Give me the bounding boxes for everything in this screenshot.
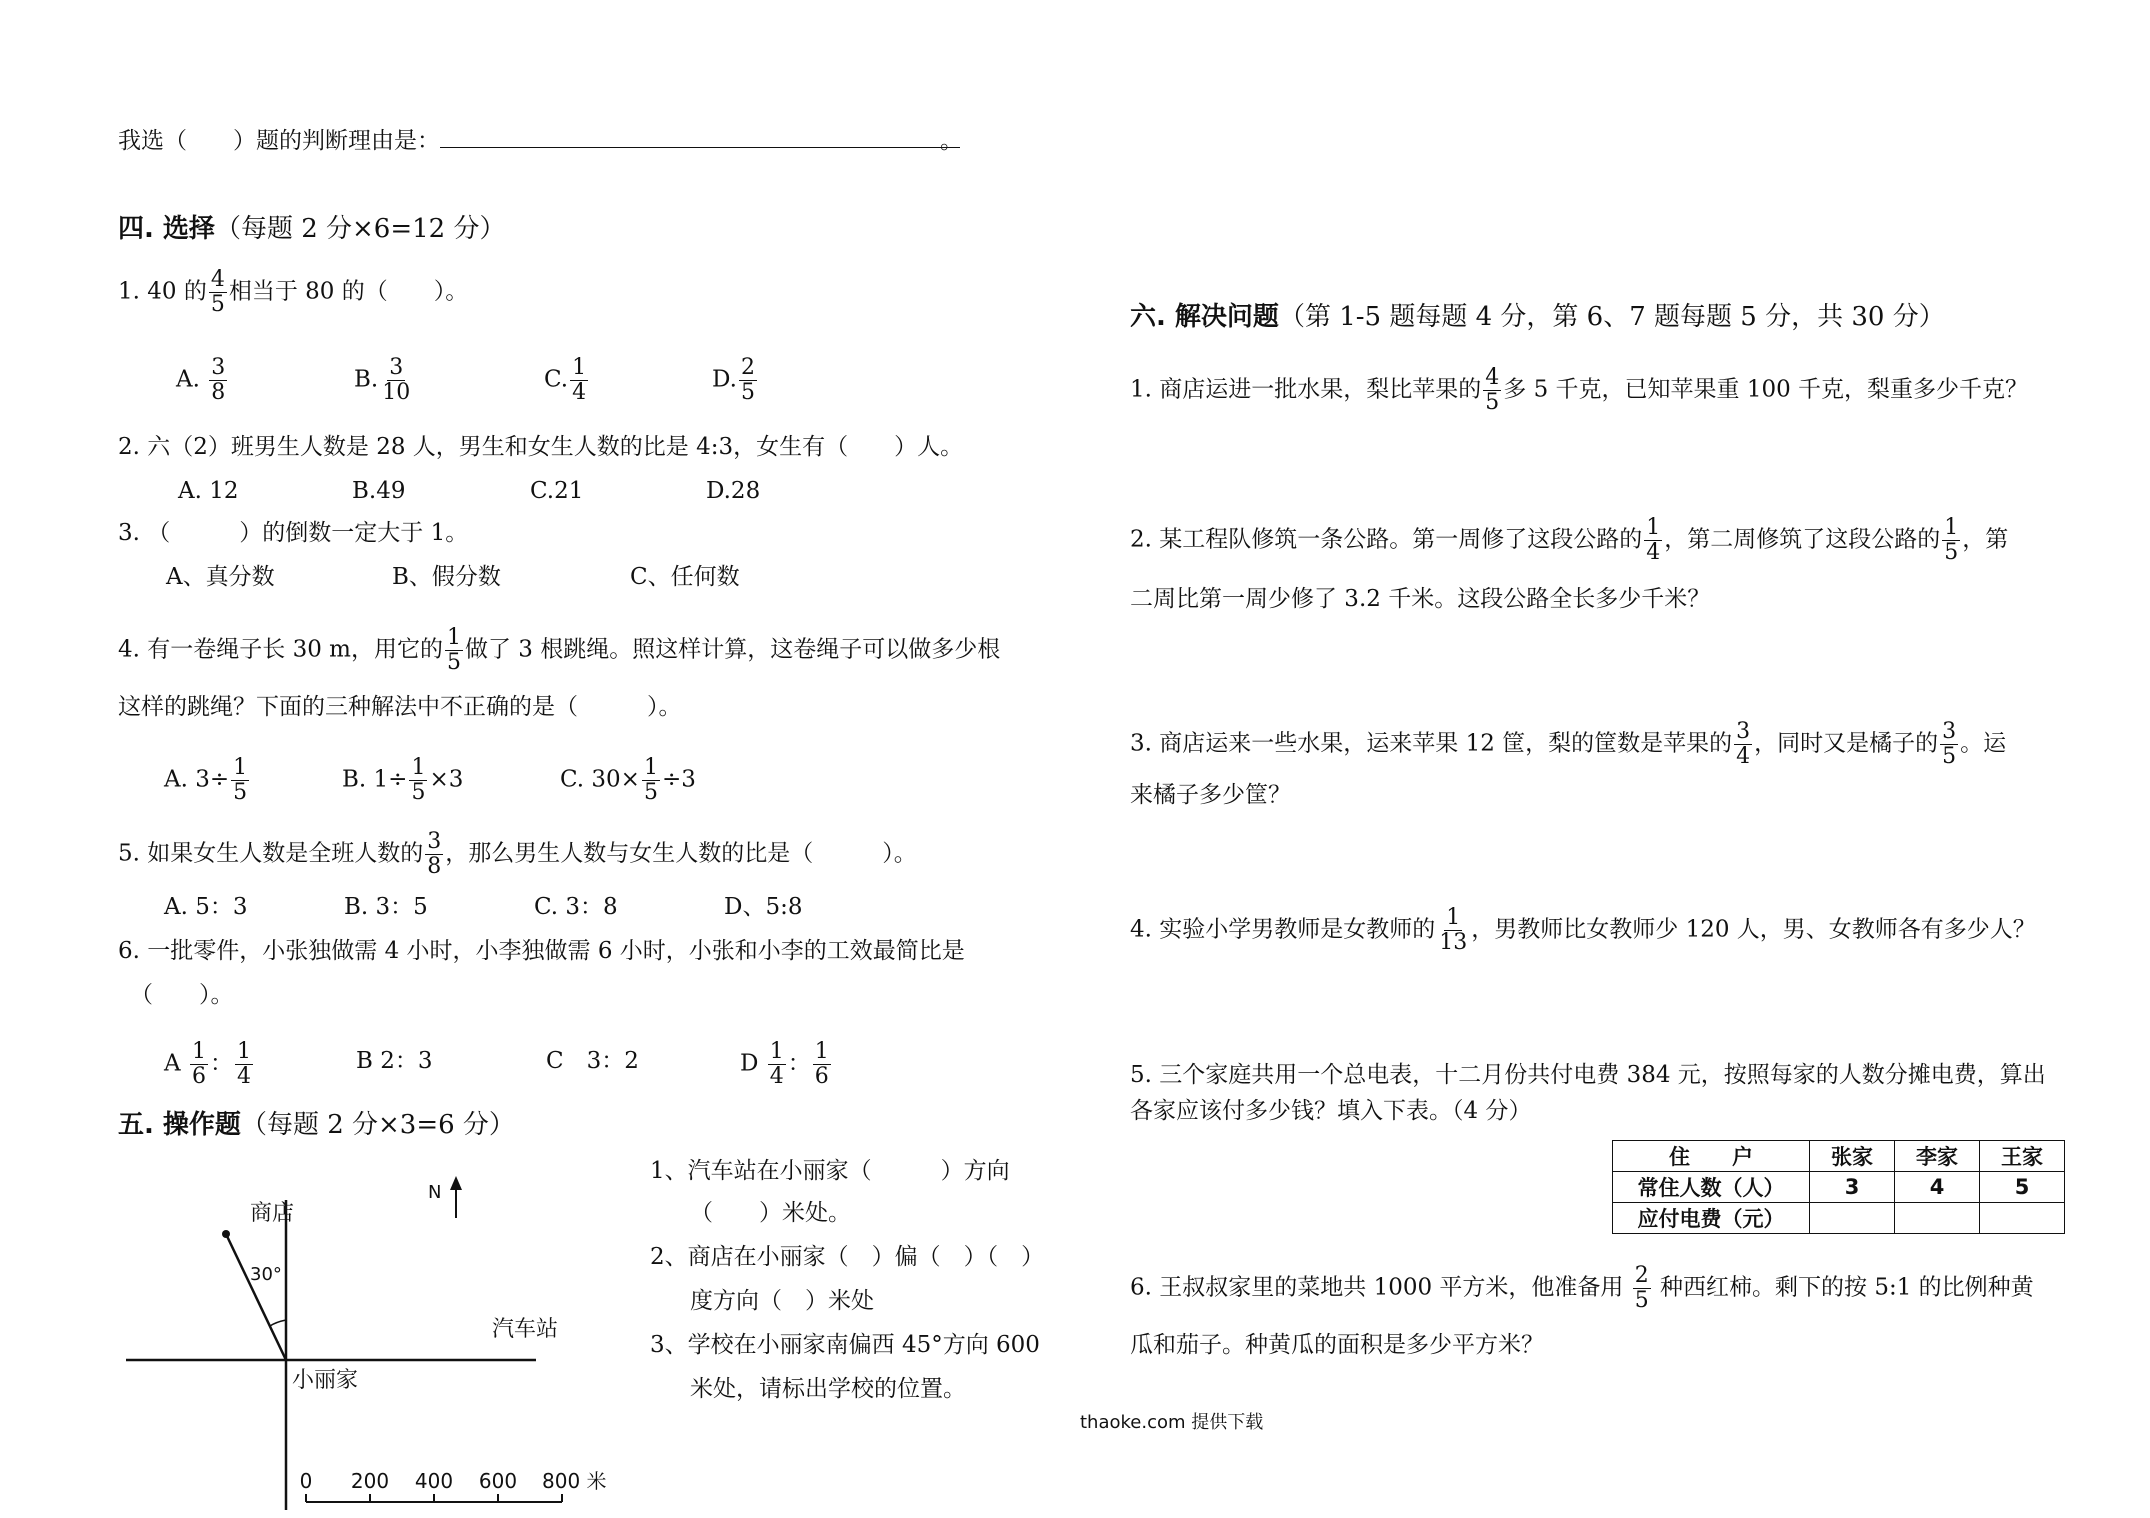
table-header-cell: 李家: [1895, 1141, 1980, 1172]
reason-end: 。: [940, 128, 963, 154]
problem-2: 2. 某工程队修筑一条公路。第一周修了这段公路的 $\frac{1}{4}$ ，第二周修筑了这段公路的 $\frac{1}{5}$ ，第: [1130, 515, 2009, 565]
section6-score: （第 1-5 题每题 4 分，第 6、7 题每题 5 分，共 30 分）: [1278, 302, 1945, 332]
q3-option-a[interactable]: A、真分数: [166, 564, 275, 590]
problem-4: 4. 实验小学男教师是女教师的 $\frac{1}{13}$ ，男教师比女教师少 120 人，男、女教师各有多少人？: [1130, 905, 2036, 955]
q6-stem: 6. 一批零件，小张独做需 4 小时，小李独做需 6 小时，小张和小李的工效最简比是: [118, 938, 965, 964]
op-item-3-line2: 米处，请标出学校的位置。: [690, 1376, 966, 1402]
section4-heading: [118, 212, 505, 246]
q5-stem: 5. 如果女生人数是全班人数的 $\frac{3}{8}$ ，那么男生人数与女生人数的比是（ ）。: [118, 829, 917, 879]
table-row-label: 应付电费（元）: [1613, 1203, 1810, 1234]
q6-option-c[interactable]: C 3：2: [546, 1048, 639, 1074]
home-label: 小丽家: [292, 1368, 359, 1393]
direction-map-diagram[interactable]: [110, 1170, 610, 1510]
q3-option-b[interactable]: B、假分数: [392, 564, 501, 590]
footer-source: thaoke.com 提供下载: [1080, 1412, 1264, 1433]
table-header-cell: 住 户: [1613, 1141, 1810, 1172]
q3-stem: 3. （ ）的倒数一定大于 1。: [118, 520, 469, 546]
table-row-label: 常住人数（人）: [1613, 1172, 1810, 1203]
problem-2-line2: 二周比第一周少修了 3.2 千米。这段公路全长多少千米？: [1130, 586, 1711, 612]
table-row: [1613, 1172, 2065, 1203]
section4-score: （每题 2 分×6=12 分）: [214, 214, 506, 244]
op-item-2-line1: 2、商店在小丽家（ ）偏（ ）（ ）: [650, 1244, 1045, 1270]
q5-option-d[interactable]: D、5:8: [724, 894, 803, 920]
q2-option-b[interactable]: B.49: [352, 478, 406, 504]
scale-tick-400: 400: [414, 1469, 454, 1493]
scale-tick-800: 800 米: [542, 1469, 607, 1493]
table-header-cell: 王家: [1980, 1141, 2065, 1172]
q2-option-c[interactable]: C.21: [530, 478, 584, 504]
scale-tick-600: 600: [478, 1469, 518, 1493]
scale-tick-0: 0: [299, 1469, 313, 1493]
table-row: [1613, 1203, 2065, 1234]
problem-5-line1: 5. 三个家庭共用一个总电表，十二月份共付电费 384 元，按照每家的人数分摊电费，算出: [1130, 1062, 2046, 1088]
reason-blank[interactable]: [440, 147, 960, 148]
shop-label: 商店: [250, 1201, 295, 1226]
section4-title: 四. 选择: [118, 214, 215, 244]
problem-1: 1. 商店运进一批水果，梨比苹果的 $\frac{4}{5}$ 多 5 千克，已知苹果重 100 千克，梨重多少千克？: [1130, 365, 2029, 415]
section5-heading: [118, 1108, 515, 1142]
q3-option-c[interactable]: C、任何数: [630, 564, 740, 590]
table-cell: 3: [1810, 1172, 1895, 1203]
q4-option-c[interactable]: C. 30× $\frac{1}{5}$ ÷3: [560, 755, 696, 805]
q4-option-a[interactable]: A. 3÷ $\frac{1}{5}$: [164, 755, 248, 805]
problem-6-line2: 瓜和茄子。种黄瓜的面积是多少平方米？: [1130, 1332, 1544, 1358]
angle-arc: [270, 1320, 286, 1326]
shop-direction-line: [226, 1234, 286, 1360]
problem-5-line2: 各家应该付多少钱？填入下表。（4 分）: [1130, 1098, 1532, 1124]
q1-option-b[interactable]: B. $\frac{3}{10}$: [354, 355, 411, 405]
reason-line: [118, 126, 963, 156]
table-cell: 4: [1895, 1172, 1980, 1203]
bus-station-label: 汽车站: [492, 1317, 559, 1342]
section6-heading: [1130, 300, 1945, 334]
north-label: N: [428, 1182, 442, 1203]
table-cell: 5: [1980, 1172, 2065, 1203]
q6-stem-line2: （ ）。: [130, 982, 234, 1008]
section5-score: （每题 2 分×3=6 分）: [240, 1110, 515, 1140]
problem-3-line2: 来橘子多少筐？: [1130, 782, 1291, 808]
electricity-table: [1612, 1140, 2065, 1234]
op-item-1-line2: （ ）米处。: [690, 1200, 851, 1226]
q6-option-b[interactable]: B 2：3: [356, 1048, 433, 1074]
north-arrowhead-icon: [450, 1176, 462, 1190]
q5-option-c[interactable]: C. 3：8: [534, 894, 618, 920]
q6-option-d[interactable]: D $\frac{1}{4}$ ： $\frac{1}{6}$: [740, 1039, 829, 1089]
q1-option-d[interactable]: D. $\frac{2}{5}$: [712, 355, 755, 405]
table-answer-cell[interactable]: [1980, 1203, 2065, 1234]
problem-6: 6. 王叔叔家里的菜地共 1000 平方米，他准备用 $\frac{2}{5}$ 种西红柿。剩下的按 5:1 的比例种黄: [1130, 1263, 2034, 1313]
q2-stem: 2. 六（2）班男生人数是 28 人，男生和女生人数的比是 4:3，女生有（ ）人。: [118, 434, 964, 460]
section5-title: 五. 操作题: [118, 1110, 241, 1140]
table-answer-cell[interactable]: [1895, 1203, 1980, 1234]
fraction: $\frac{4}{5}$: [210, 267, 225, 317]
q1-stem: 1. 40 的 $\frac{4}{5}$ 相当于 80 的（ ）。: [118, 267, 469, 317]
q5-option-b[interactable]: B. 3：5: [344, 894, 428, 920]
table-header-row: [1613, 1141, 2065, 1172]
q5-option-a[interactable]: A. 5：3: [164, 894, 248, 920]
q6-option-a[interactable]: A $\frac{1}{6}$ ： $\frac{1}{4}$: [164, 1039, 251, 1089]
op-item-2-line2: 度方向（ ）米处: [690, 1288, 874, 1314]
reason-prompt: 我选（ ）题的判断理由是：: [118, 128, 440, 154]
op-item-3-line1: 3、学校在小丽家南偏西 45°方向 600: [650, 1332, 1040, 1358]
shop-point: [222, 1230, 230, 1238]
angle-label: 30°: [250, 1264, 282, 1285]
scale-tick-200: 200: [350, 1469, 390, 1493]
table-header-cell: 张家: [1810, 1141, 1895, 1172]
q2-option-a[interactable]: A. 12: [178, 478, 239, 504]
q4-stem: 4. 有一卷绳子长 30 m，用它的 $\frac{1}{5}$ 做了 3 根跳绳。照这样计算，这卷绳子可以做多少根: [118, 625, 1001, 675]
table-answer-cell[interactable]: [1810, 1203, 1895, 1234]
q1-option-a[interactable]: A. $\frac{3}{8}$: [176, 355, 226, 405]
problem-3: 3. 商店运来一些水果，运来苹果 12 筐，梨的筐数是苹果的 $\frac{3}{4}$ ，同时又是橘子的 $\frac{3}{5}$ 。运: [1130, 719, 2007, 769]
q4-stem-line2: 这样的跳绳？下面的三种解法中不正确的是（ ）。: [118, 694, 682, 720]
section6-title: 六. 解决问题: [1130, 302, 1279, 332]
q2-option-d[interactable]: D.28: [706, 478, 761, 504]
q4-option-b[interactable]: B. 1÷ $\frac{1}{5}$ ×3: [342, 755, 464, 805]
op-item-1-line1: 1、汽车站在小丽家（ ）方向: [650, 1158, 1010, 1184]
q1-option-c[interactable]: C. $\frac{1}{4}$: [544, 355, 587, 405]
